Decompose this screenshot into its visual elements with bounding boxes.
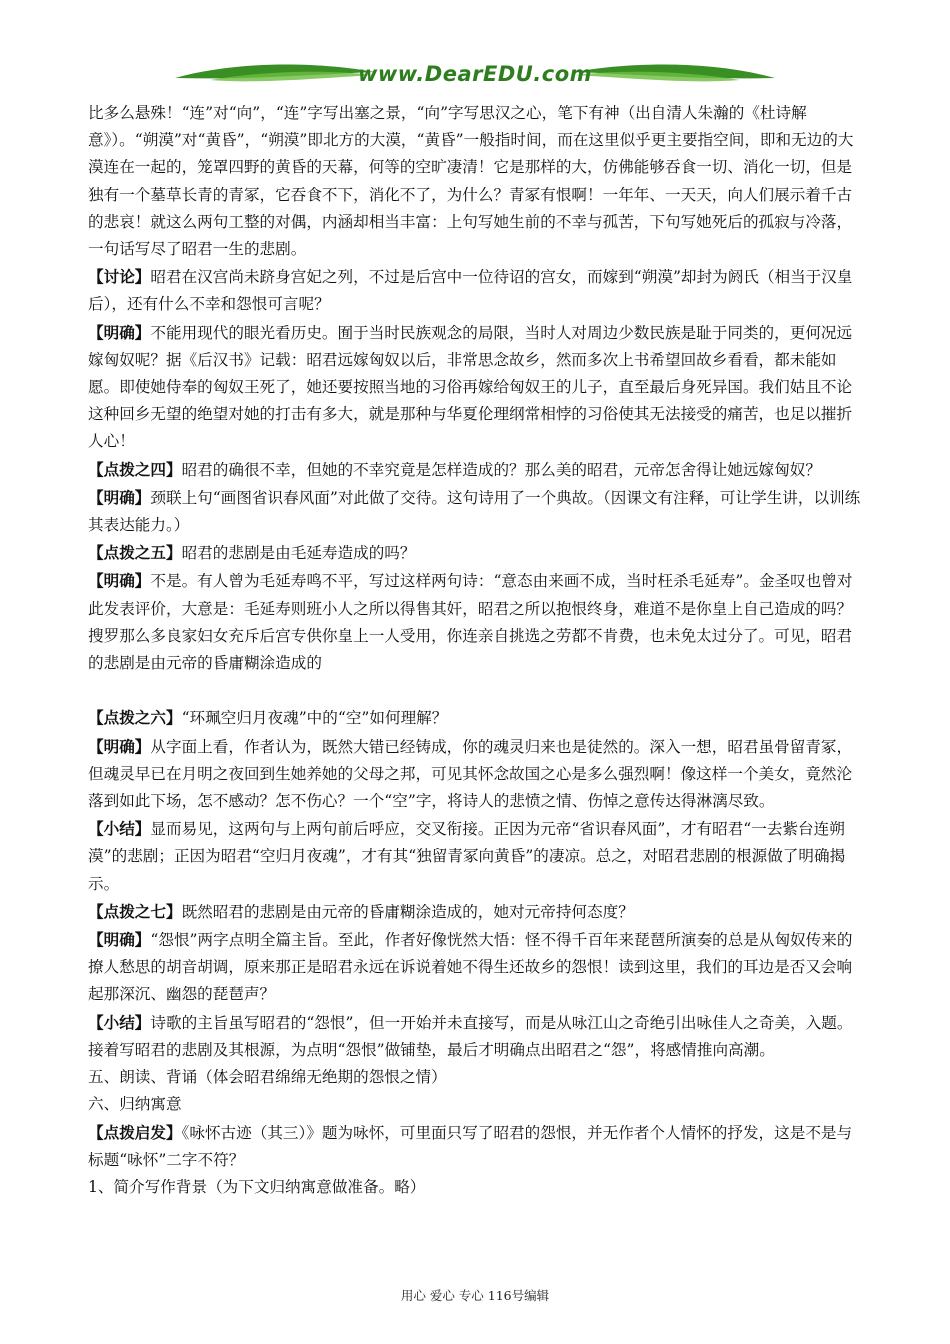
paragraph-text: 昭君的确很不幸，但她的不幸究竟是怎样造成的？那么美的昭君，元帝怎舍得让她远嫁匈奴？	[181, 460, 821, 479]
paragraph	[88, 567, 864, 677]
paragraph	[88, 1119, 864, 1174]
section-tag: 【明确】	[88, 571, 151, 591]
paragraph	[88, 704, 864, 732]
paragraph	[88, 100, 864, 263]
paragraph	[88, 898, 864, 926]
section-tag: 【点拨之五】	[88, 543, 182, 563]
section-tag: 【明确】	[88, 736, 151, 756]
paragraph	[88, 1009, 864, 1064]
paragraph-text: 1、简介写作背景（为下文归纳寓意做准备。略）	[88, 1177, 426, 1196]
site-url[interactable]: www.DearEDU.com	[357, 62, 593, 86]
document-body	[88, 100, 864, 1201]
paragraph	[88, 1174, 864, 1201]
paragraph-text: 显而易见，这两句与上两句前后呼应，交叉衔接。正因为元帝“省识春风面”，才有昭君“一去紫台连朔漠”的悲剧；正因为昭君“空归月夜魂”，才有其“独留青冢向黄昏”的凄凉。总之，对昭君悲剧的根源做了明确揭示。	[88, 820, 846, 893]
paragraph	[88, 733, 864, 816]
section-tag: 【点拨启发】	[88, 1122, 182, 1142]
paragraph	[88, 677, 864, 704]
paragraph-text: 既然昭君的悲剧是由元帝的昏庸糊涂造成的，她对元帝持何态度？	[181, 902, 634, 921]
paragraph	[88, 263, 864, 318]
paragraph	[88, 1064, 864, 1091]
paragraph-text: “怨恨”两字点明全篇主旨。至此，作者好像恍然大悟：怪不得千百年来琵琶所演奏的总是从匈奴传来的撩人愁思的胡音胡调，原来那正是昭君永远在诉说着她不得生还故乡的怨恨！读到这里，我们的耳边是否又会响起那深沉、幽怨的琵琶声？	[88, 931, 853, 1004]
section-tag: 【明确】	[88, 930, 151, 950]
paragraph	[88, 456, 864, 484]
paragraph-text: 《咏怀古迹（其三）》题为咏怀，可里面只写了昭君的怨恨，并无作者个人情怀的抒发，这是不是与标题“咏怀”二字不符？	[88, 1123, 853, 1169]
paragraph-text: 五、朗读、背诵（体会昭君绵绵无绝期的怨恨之情）	[88, 1068, 447, 1087]
paragraph	[88, 926, 864, 1009]
paragraph-text: 诗歌的主旨虽写昭君的“怨恨”，但一开始并未直接写，而是从咏江山之奇绝引出咏佳人之奇美，入题。接着写昭君的悲剧及其根源，为点明“怨恨”做铺垫，最后才明确点出昭君之“怨”，将感情推向高潮。	[88, 1013, 853, 1059]
paragraph	[88, 319, 864, 456]
site-header-banner	[170, 56, 780, 96]
section-tag: 【明确】	[88, 487, 151, 507]
section-tag: 【小结】	[88, 819, 151, 839]
paragraph-text: 从字面上看，作者认为，既然大错已经铸成，你的魂灵归来也是徒然的。深入一想，昭君虽骨留青冢，但魂灵早已在月明之夜回到生她养她的父母之邦，可见其怀念故国之心是多么强烈啊！像这样一个美女，竟然沦落到如此下场，怎不感动？怎不伤心？一个“空”字，将诗人的悲愤之情、伤悼之意传达得淋漓尽致。	[88, 737, 853, 811]
section-tag: 【点拨之六】	[88, 708, 182, 728]
paragraph-text: “环珮空归月夜魂”中的“空”如何理解？	[181, 709, 448, 728]
paragraph	[88, 815, 864, 898]
paragraph	[88, 484, 864, 539]
section-tag: 【讨论】	[88, 267, 151, 287]
paragraph-text: 不是。有人曾为毛延寿鸣不平，写过这样两句诗：“意态由来画不成，当时枉杀毛延寿”。金圣叹也曾对此发表评价，大意是：毛延寿则班小人之所以得售其奸，昭君之所以抱恨终身，难道不是你皇上自己造成的吗？搜罗那么多良家妇女充斥后宫专供你皇上一人受用，你连亲自挑选之劳都不肯费，也未免太过分了。可见，昭君的悲剧是由元帝的昏庸糊涂造成的	[88, 572, 853, 673]
paragraph-text: 昭君在汉宫尚未跻身宫妃之列，不过是后宫中一位待诏的宫女，而嫁到“朔漠”却封为阏氏（相当于汉皇后），还有什么不幸和怨恨可言呢？	[88, 268, 853, 314]
section-tag: 【明确】	[88, 322, 151, 342]
paragraph-text: 比多么悬殊！“连”对“向”，“连”字写出塞之景，“向”字写思汉之心，笔下有神（出自清人朱瀚的《杜诗解意》）。“朔漠”对“黄昏”，“朔漠”即北方的大漠，“黄昏”一般指时间，而在这里似乎更主要指空间，即和无边的大漠连在一起的，笼罩四野的黄昏的天幕，何等的空旷凄清！它是那样的大，仿佛能够吞食一切、消化一切，但是独有一个墓草长青的青冢，它吞食不下，消化不了，为什么？青冢有恨啊！一年年、一天天，向人们展示着千古的悲哀！就这么两句工整的对偶，内涵却相当丰富：上句写她生前的不幸与孤苦，下句写她死后的孤寂与冷落，一句话写尽了昭君一生的悲剧。	[88, 104, 854, 259]
paragraph-text: 六、归纳寓意	[88, 1095, 182, 1114]
page-footer: 用心 爱心 专心 116号编辑	[400, 1288, 550, 1303]
paragraph	[88, 1091, 864, 1118]
paragraph-text: 颈联上句“画图省识春风面”对此做了交待。这句诗用了一个典故。（因课文有注释，可让学生讲，以训练其表达能力。）	[88, 488, 861, 535]
section-tag: 【点拨之七】	[88, 901, 182, 921]
section-tag: 【小结】	[88, 1012, 151, 1032]
paragraph-text: 昭君的悲剧是由毛延寿造成的吗？	[181, 544, 416, 563]
paragraph	[88, 539, 864, 567]
paragraph-text: 不能用现代的眼光看历史。囿于当时民族观念的局限，当时人对周边少数民族是耻于同类的，更何况远嫁匈奴呢？据《后汉书》记载：昭君远嫁匈奴以后，非常思念故乡，然而多次上书希望回故乡看看，都未能如愿。即使她侍奉的匈奴王死了，她还要按照当地的习俗再嫁给匈奴王的儿子，直至最后身死异国。我们姑且不论这种回乡无望的绝望对她的打击有多大，就是那种与华夏伦理纲常相悖的习俗使其无法接受的痛苦，也足以摧折人心！	[88, 323, 853, 451]
section-tag: 【点拨之四】	[88, 459, 182, 479]
